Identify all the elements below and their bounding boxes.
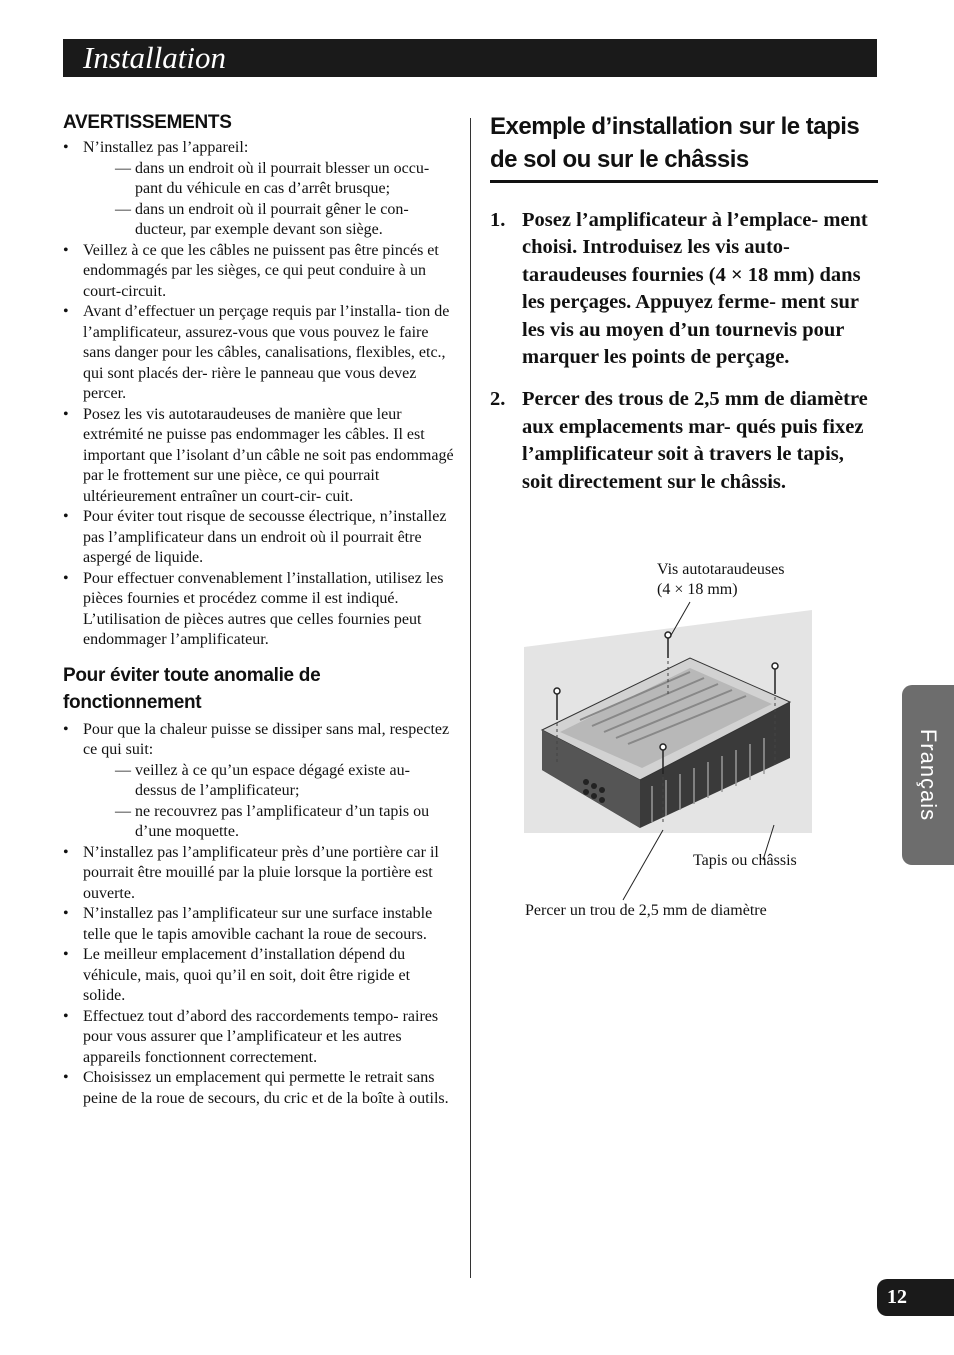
malfunction-heading-line-1: Pour éviter toute anomalie de (63, 664, 321, 686)
em-dash: — (115, 159, 131, 177)
sub-item-text: dessus de l’amplificateur; (135, 782, 300, 799)
list-item-text: Pour que la chaleur puisse se dissiper sans mal, respectez ce qui suit: (83, 720, 450, 758)
em-dash: — (115, 802, 131, 820)
list-item (63, 138, 455, 241)
em-dash: — (115, 761, 131, 779)
sub-item-line (83, 822, 455, 843)
step-item (490, 207, 878, 371)
list-item (63, 1068, 455, 1109)
list-item (63, 945, 455, 1007)
sub-item-line (83, 200, 455, 221)
right-column (490, 110, 878, 511)
screws-label-line-1: Vis autotaraudeuses (657, 561, 785, 578)
list-item-text: Pour effectuer convenablement l’installation, utilisez les pièces fournies et procédez comme il est indiqué. L’utilisation de pièces autres que celles fournies peut endommager l’amplificateur. (83, 569, 444, 648)
sub-item-line (83, 761, 455, 782)
header-bar (63, 39, 877, 77)
list-item-text: N’installez pas l’amplificateur sur une surface instable telle que le tapis amovible cachant la roue de secours. (83, 905, 433, 943)
sub-item-text: veillez à ce qu’un espace dégagé existe au- (135, 761, 410, 779)
step-text: Posez l’amplificateur à l’emplace- ment choisi. Introduisez les vis auto- taraudeuses fournies (4 × 18 mm) dans les perçages. Appuyez ferme- ment sur les vis au moyen d’un tournevis pour marquer les points de perçage. (522, 209, 868, 369)
list-item (63, 1007, 455, 1069)
installation-figure (520, 560, 820, 930)
sub-item-line (83, 802, 455, 823)
step-number: 1. (490, 209, 506, 231)
sub-item-text: d’une moquette. (135, 823, 239, 840)
list-item (63, 302, 455, 405)
list-item (63, 904, 455, 945)
sub-item-text: ducteur, par exemple devant son siège. (135, 221, 383, 238)
list-item (63, 569, 455, 651)
sub-item-line (83, 781, 455, 802)
list-item-text: Posez les vis autotaraudeuses de manière que leur extrémité ne puisse pas endommager les câbles. Il est important que l’isolant d’un câble ne soit pas endommagé par le frottement sur une pièce, ce qui pourrait ultérieurement entraîner un court-cir- cuit. (83, 405, 454, 505)
steps-list (490, 207, 878, 496)
warnings-heading: AVERTISSEMENTS (63, 112, 232, 133)
left-column (63, 112, 455, 1109)
sub-item-text: ne recouvrez pas l’amplificateur d’un tapis ou (135, 802, 430, 820)
sub-item-line (83, 179, 455, 200)
malfunction-heading (63, 662, 455, 716)
list-item (63, 843, 455, 905)
sub-item-line (83, 220, 455, 241)
hole-leader-line (623, 830, 663, 900)
language-tab (902, 685, 954, 865)
sub-item-text: pant du véhicule en cas d’arrêt brusque; (135, 180, 391, 197)
list-item-text: Pour éviter tout risque de secousse électrique, n’installez pas l’amplificateur dans un endroit où il pourrait être aspergé de liquide. (83, 508, 447, 566)
list-item (63, 507, 455, 569)
amplifier-illustration (520, 560, 820, 930)
language-label: Français (916, 728, 941, 822)
page-number: 12 (887, 1286, 907, 1308)
malfunction-heading-line-2: fonctionnement (63, 691, 202, 713)
page-number-tab (877, 1279, 954, 1316)
hole-label: Percer un trou de 2,5 mm de diamètre (525, 902, 767, 919)
sub-item-line (83, 159, 455, 180)
step-text: Percer des trous de 2,5 mm de diamètre aux emplacements mar- qués puis fixez l’amplificateur soit à travers le tapis, soit directement sur le châssis. (522, 388, 868, 493)
screws-label-line-2: (4 × 18 mm) (657, 581, 738, 598)
column-divider (470, 118, 471, 1278)
list-item-text: N’installez pas l’appareil: (83, 139, 249, 156)
list-item (63, 405, 455, 508)
sub-item-text: dans un endroit où il pourrait blesser un occu- (135, 159, 430, 177)
list-item-text: Choisissez un emplacement qui permette le retrait sans peine de la roue de secours, du cric et de la boîte à outils. (83, 1069, 449, 1107)
sub-item-text: dans un endroit où il pourrait gêner le con- (135, 200, 409, 218)
list-item-text: Le meilleur emplacement d’installation dépend du véhicule, mais, quoi qu’il en soit, doit être rigide et solide. (83, 946, 411, 1004)
list-item-text: Effectuez tout d’abord des raccordements tempo- raires pour vous assurer que l’amplificateur et les autres appareils fonctionnent correctement. (83, 1007, 439, 1066)
malfunction-list (63, 720, 455, 1110)
warnings-list (63, 138, 455, 651)
list-item-text: Avant d’effectuer un perçage requis par l’installa- tion de l’amplificateur, assurez-vous que vous pouvez le faire sans danger pour les câbles, canalisations, flexibles, etc., qui sont placés der- rière le panneau que vous devez percer. (83, 303, 450, 402)
list-item (63, 241, 455, 303)
list-item-text: Veillez à ce que les câbles ne puissent pas être pincés et endommagés par les sièges, ce qui peut conduire à un court-circuit. (83, 241, 439, 300)
em-dash: — (115, 200, 131, 218)
step-item (490, 386, 878, 496)
section-heading: Exemple d’installation sur le tapis de sol ou sur le châssis (490, 110, 878, 183)
page-title: Installation (83, 40, 226, 75)
list-item (63, 720, 455, 843)
list-item-text: N’installez pas l’amplificateur près d’une portière car il pourrait être mouillé par la pluie lorsque la portière est ouverte. (83, 843, 439, 902)
step-number: 2. (490, 388, 506, 411)
mat-label: Tapis ou châssis (693, 852, 797, 869)
